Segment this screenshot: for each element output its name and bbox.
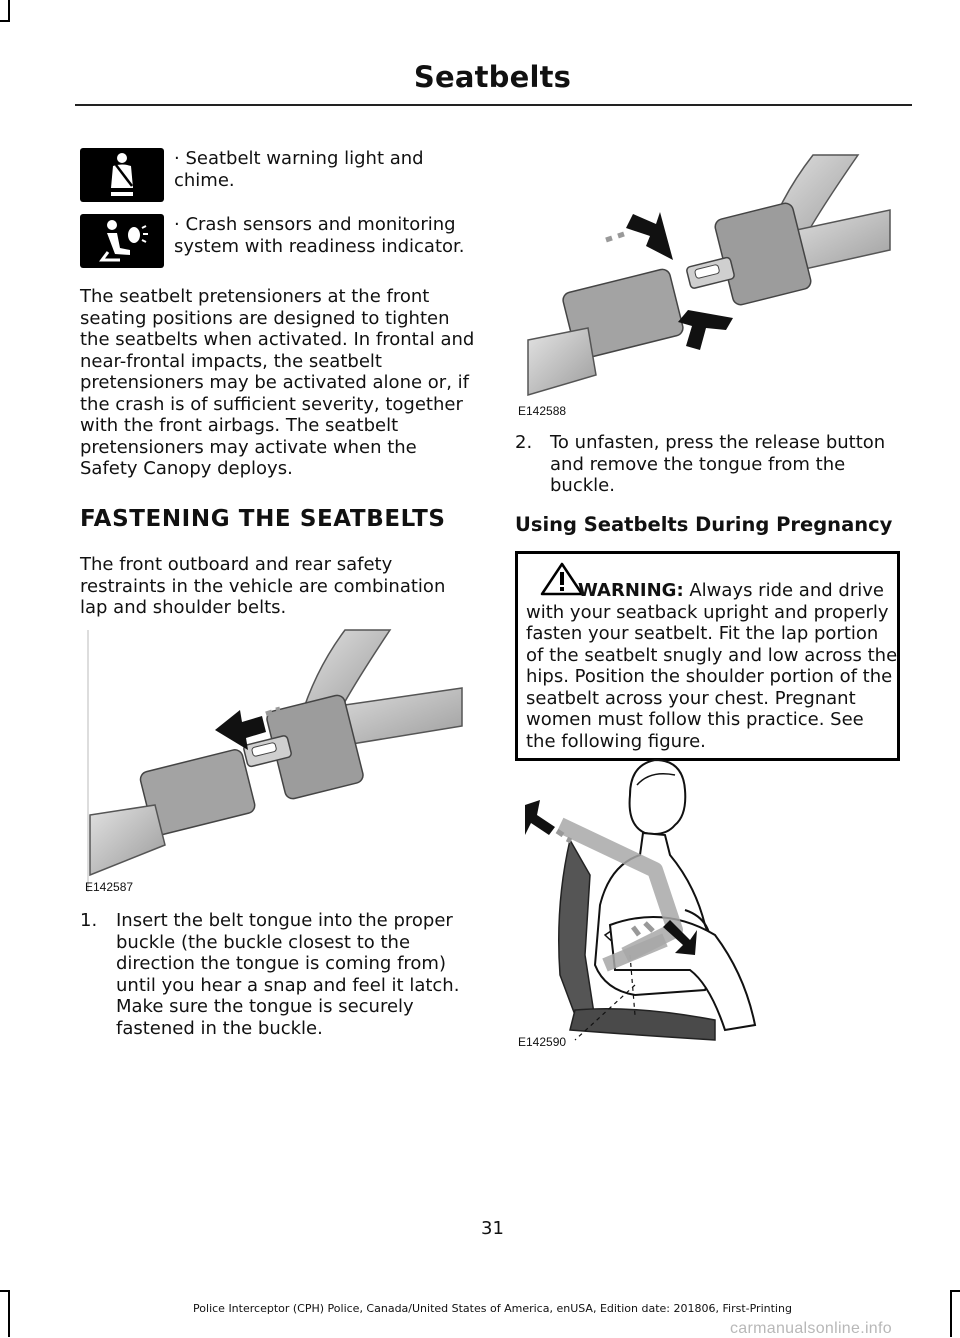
section-heading-fastening: FASTENING THE SEATBELTS (80, 506, 446, 532)
watermark: carmanualsonline.info (730, 1320, 892, 1337)
step-number: 1. (80, 910, 98, 931)
step-number: 2. (515, 432, 533, 453)
crop-mark-br-h (950, 1290, 960, 1292)
crop-mark-tl-v (8, 0, 10, 22)
title-divider (75, 104, 912, 106)
warning-body: Always ride and drive with your seatback upright and properly fasten your seatbelt. Fit the lap portion of the seatbelt snugly and low across the hips. Position the shoulder portion of the seatbelt across your chest. Pregnant women must follow this practice. See the following figure. (526, 580, 898, 752)
combination-belts-paragraph: The front outboard and rear safety restraints in the vehicle are combination lap and shoulder belts. (80, 554, 446, 618)
edition-footer: Police Interceptor (CPH) Police, Canada/United States of America, enUSA, Edition date: 201806, First-Printing (193, 1302, 792, 1315)
crop-mark-bl-h (0, 1290, 10, 1292)
figure-label: E142587 (85, 880, 134, 894)
page-title: Seatbelts (413, 60, 572, 94)
section-heading-pregnancy: Using Seatbelts During Pregnancy (515, 513, 893, 536)
seatbelt-warning-icon (80, 148, 164, 202)
step-2-text: To unfasten, press the release button and remove the tongue from the buckle. (550, 432, 886, 496)
figure-belt-fasten (90, 630, 462, 892)
figure-label: E142588 (518, 404, 567, 418)
step-1-text: Insert the belt tongue into the proper buckle (the buckle closest to the direction the tongue is coming from) until you hear a snap and feel it latch. Make sure the tongue is securely fastened in the buckle. (116, 910, 460, 1039)
seatbelt-warning-text: · Seatbelt warning light and chime. (174, 148, 424, 191)
warning-label: WARNING: (578, 580, 684, 601)
page-number: 31 (481, 1218, 504, 1239)
airbag-indicator-text: · Crash sensors and monitoring system with readiness indicator. (174, 214, 465, 257)
figure-pregnant-seatbelt (515, 755, 805, 1045)
figure-label: E142590 (518, 1035, 567, 1049)
warning-box (515, 551, 900, 761)
airbag-indicator-icon (80, 214, 164, 268)
pretensioner-paragraph: The seatbelt pretensioners at the front seating positions are designed to tighten the seatbelts when activated. In frontal and near-frontal impacts, the seatbelt pretensioners may be activated alone or, if the crash is of sufficient severity, together with the front airbags. The seatbelt pretensioners may activate when the Safety Canopy deploys. (80, 286, 475, 479)
warning-text (526, 580, 898, 752)
crop-mark-tl-h (0, 20, 10, 22)
figure-belt-release (528, 150, 890, 400)
